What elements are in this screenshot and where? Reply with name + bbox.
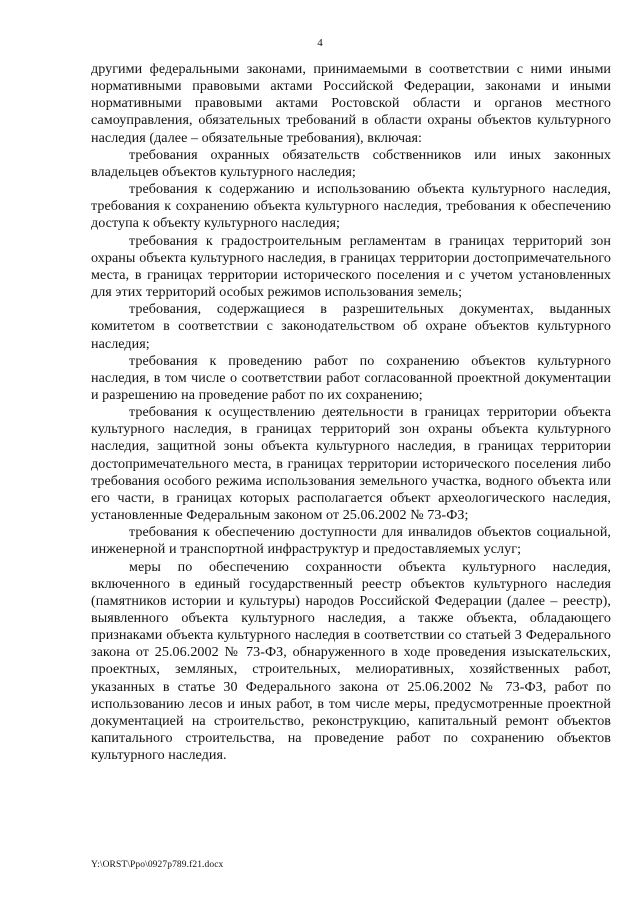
paragraph-preservation-work-requirements: требования к проведению работ по сохранению объектов культурного наследия, в том числе о соответствии работ согласованной проектной документации и разрешению на проведение работ по их сохранению; [91,352,611,403]
paragraph-maintenance-requirements: требования к содержанию и использованию объекта культурного наследия, требования к сохранению объекта культурного наследия, требования к обеспечению доступа к объекту культурного наследия; [91,181,611,232]
paragraph-safety-measures: меры по обеспечению сохранности объекта культурного наследия, включенного в единый государственный реестр объектов культурного наследия (памятников истории и культуры) народов Российской Федерации (далее – реестр), выявленного объекта культурного наследия, а также объекта, обладающего признаками объекта культурного наследия в соответствии со статьей 3 Федерального закона от 25.06.2002 № 73-ФЗ, обнаруженного в ходе проведения изыскательских, проектных, земляных, строительных, мелиоративных, хозяйственных работ, указанных в статье 30 Федерального закона от 25.06.2002 № 73-ФЗ, работ по использованию лесов и иных работ, в том числе меры, предусмотренные проектной документацией на строительство, реконструкцию, капитальный ремонт объектов капитального строительства, на проведение работ по сохранению объектов культурного наследия. [91,558,611,764]
paragraph-territory-activity-requirements: требования к осуществлению деятельности в границах территории объекта культурного наследия, в границах территорий зон охраны объекта культурного наследия, защитной зоны объекта культурного наследия, в границах территории достопримечательного места, в границах территории исторического поселения либо требования особого режима использования земельного участка, водного объекта или его части, в границах которых располагается объект археологического наследия, установленные Федеральным законом от 25.06.2002 № 73-ФЗ; [91,404,611,524]
footer-file-path: Y:\ORST\Ppo\0927p789.f21.docx [91,860,224,870]
paragraph-permit-requirements: требования, содержащиеся в разрешительных документах, выданных комитетом в соответствии с законодательством об охране объектов культурного наследия; [91,301,611,352]
document-body [91,61,611,764]
page-number: 4 [317,37,323,49]
paragraph-urban-planning-requirements: требования к градостроительным регламентам в границах территорий зон охраны объекта культурного наследия, в границах территории достопримечательного места, в границах территории исторического поселения и с учетом установленных для этих территорий особых режимов использования земель; [91,232,611,301]
paragraph-accessibility-requirements: требования к обеспечению доступности для инвалидов объектов социальной, инженерной и транспортной инфраструктур и предоставляемых услуг; [91,524,611,558]
paragraph-security-obligations: требования охранных обязательств собственников или иных законных владельцев объектов культурного наследия; [91,146,611,180]
paragraph-intro-continuation: другими федеральными законами, принимаемыми в соответствии с ними иными нормативными правовыми актами Российской Федерации, законами и иными нормативными правовыми актами Ростовской области и органов местного самоуправления, обязательных требований в области охраны объектов культурного наследия (далее – обязательные требования), включая: [91,61,611,146]
